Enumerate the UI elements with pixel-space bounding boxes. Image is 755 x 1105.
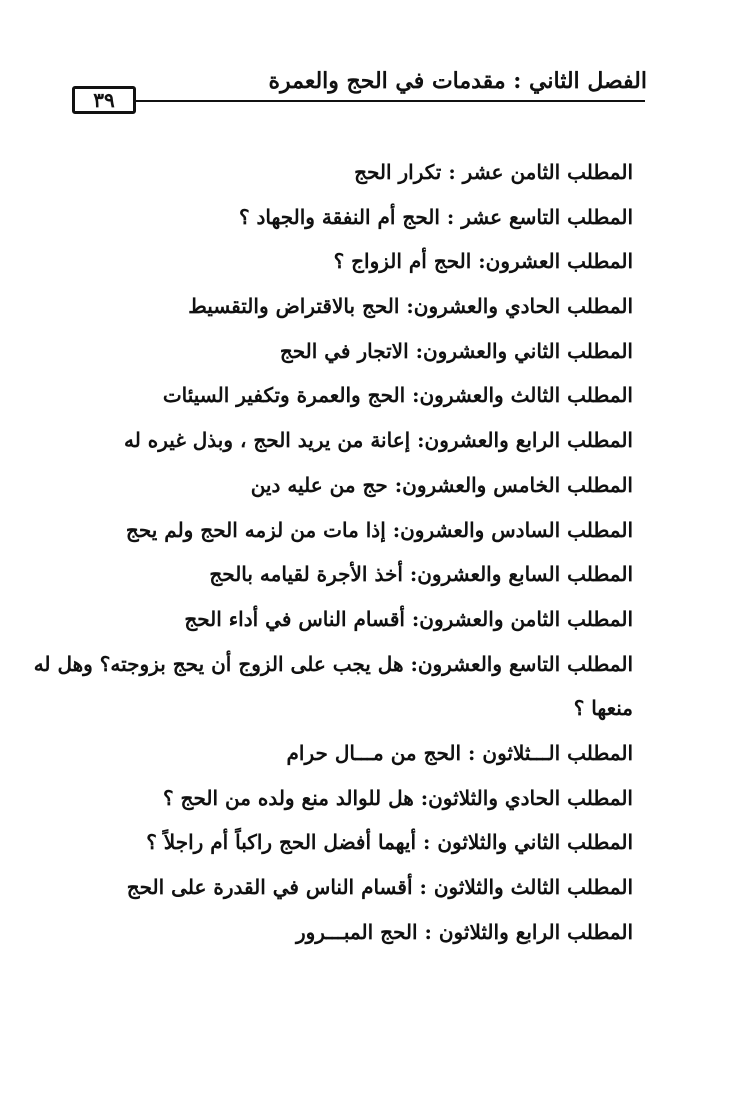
toc-item: المطلب الحادي والعشرون: الحج بالاقتراض والتقسيط <box>188 294 633 319</box>
toc-item: المطلب الرابع والعشرون: إعانة من يريد الحج ، وبذل غيره له <box>123 428 633 453</box>
toc-item: المطلب الثامن عشر : تكرار الحج <box>354 160 633 184</box>
toc-item: المطلب السادس والعشرون: إذا مات من لزمه الحج ولم يحج <box>125 517 633 542</box>
table-of-contents <box>33 150 633 954</box>
toc-item: المطلب الثاني والعشرون: الاتجار في الحج <box>279 338 633 363</box>
toc-item: المطلب التاسع والعشرون: هل يجب على الزوج أن يحج بزوجته؟ وهل له <box>33 651 633 676</box>
toc-item: المطلب الثالث والعشرون: الحج والعمرة وتكفير السيئات <box>162 383 633 408</box>
toc-item: المطلب التاسع عشر : الحج أم النفقة والجهاد ؟ <box>238 204 633 229</box>
toc-item-continuation: منعها ؟ <box>573 696 633 721</box>
toc-item: المطلب الـــثلاثون : الحج من مـــال حرام <box>286 740 633 765</box>
toc-item: المطلب الثامن والعشرون: أقسام الناس في أداء الحج <box>184 606 633 631</box>
toc-item: المطلب الحادي والثلاثون: هل للوالد منع ولده من الحج ؟ <box>162 785 633 810</box>
header-rule <box>135 100 645 102</box>
toc-item: المطلب الثالث والثلاثون : أقسام الناس في القدرة على الحج <box>126 875 633 899</box>
toc-item: المطلب السابع والعشرون: أخذ الأجرة لقيامه بالحج <box>209 562 633 587</box>
toc-item: المطلب الخامس والعشرون: حج من عليه دين <box>250 472 633 497</box>
toc-item: المطلب الثاني والثلاثون : أيهما أفضل الحج راكباً أم راجلاً ؟ <box>146 830 633 855</box>
toc-item: المطلب العشرون: الحج أم الزواج ؟ <box>333 249 633 274</box>
running-header-title: الفصل الثاني : مقدمات في الحج والعمرة <box>268 68 647 94</box>
page-number: ٣٩ <box>72 86 136 114</box>
toc-item: المطلب الرابع والثلاثون : الحج المبـــرور <box>295 919 633 944</box>
